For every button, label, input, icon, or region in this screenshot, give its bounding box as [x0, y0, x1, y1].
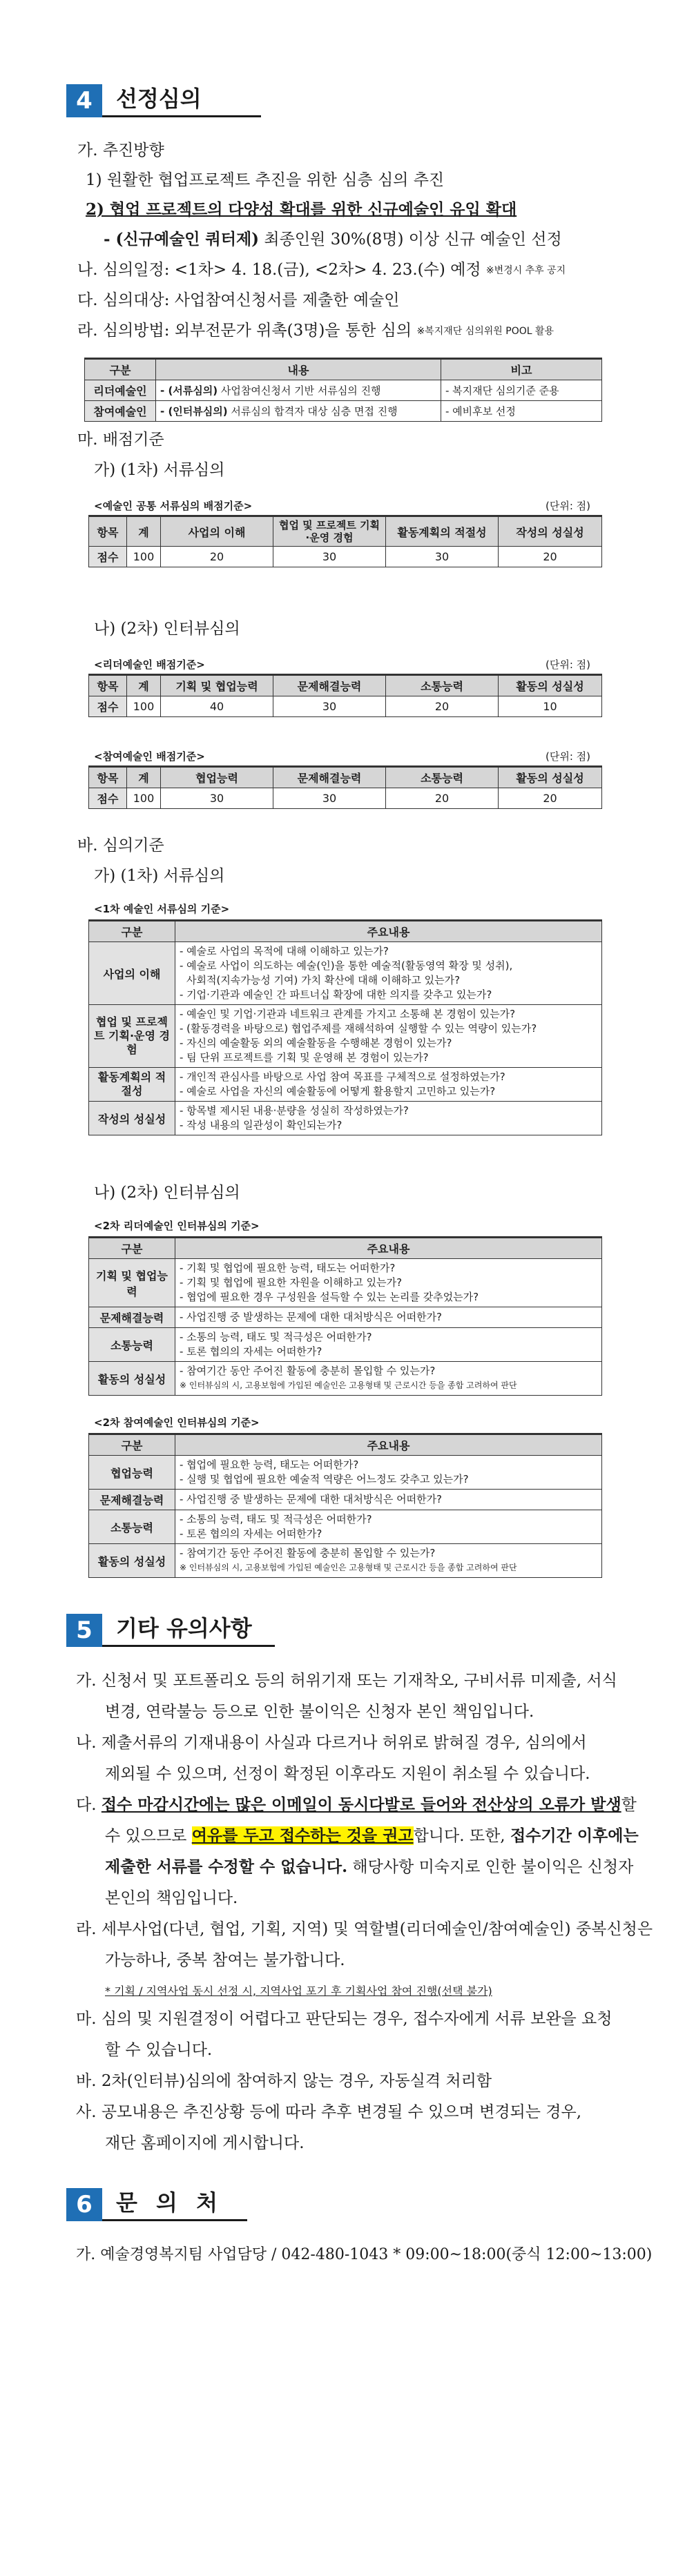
- table-unit: (단위: 점): [546, 658, 590, 671]
- table-row: 협업능력 - 협업에 필요한 능력, 태도는 어떠한가? - 실행 및 협업에 필요한 예술적 역량은 어느정도 갖추고 있는가?: [89, 1456, 602, 1490]
- score-table-1: 항목 계 사업의 이해 협업 및 프로젝트 기획·운영 경험 활동계획의 적절성 작성의 성실성 점수 100 20 30 30 20: [88, 515, 602, 567]
- section-number: 6: [66, 2188, 102, 2221]
- table-unit: (단위: 점): [546, 500, 590, 512]
- table-row: 소통능력 - 소통의 능력, 태도 및 적극성은 어떠한가? - 토론 협의의 자세는 어떠한가?: [89, 1510, 602, 1544]
- section-5-header: [66, 1614, 275, 1647]
- item-ma-2: 나) (2차) 인터뷰심의: [94, 620, 240, 638]
- table-row: 기획 및 협업능력 - 기획 및 협업에 필요한 능력, 태도는 어떠한가? - 기획 및 협업에 필요한 자원을 이해하고 있는가? - 협업에 필요한 경우 구성원을 설득할 수 있는 논리를 갖추었는가?: [89, 1259, 602, 1307]
- notice-ma-2: 할 수 있습니다.: [105, 2041, 213, 2059]
- section-number: 5: [66, 1614, 102, 1647]
- table-row: 점수 100 20 30 30 20: [89, 547, 602, 567]
- item-ba-1: 가) (1차) 서류심의: [94, 867, 225, 885]
- table-row: 점수 100 40 30 20 10: [89, 696, 602, 717]
- notice-ma-1: 마. 심의 및 지원결정이 어렵다고 판단되는 경우, 접수자에게 서류 보완을 요청: [76, 2010, 612, 2028]
- notice-na-2: 제외될 수 있으며, 선정이 확정된 이후라도 지원이 취소될 수 있습니다.: [105, 1765, 590, 1783]
- table-label: <참여예술인 배점기준>: [94, 750, 205, 763]
- item-ma-1: 가) (1차) 서류심의: [94, 461, 225, 479]
- table-row: 활동의 성실성 - 참여기간 동안 주어진 활동에 충분히 몰입할 수 있는가? ※ 인터뷰심의 시, 고용보험에 가입된 예술인은 고용형태 및 근로시간 등을 종합 고려하여 판단: [89, 1362, 602, 1396]
- notice-da-3: 제출한 서류를 수정할 수 없습니다. 해당사항 미숙지로 인한 불이익은 신청자: [105, 1857, 634, 1876]
- table-row: 문제해결능력 - 사업진행 중 발생하는 문제에 대한 대처방식은 어떠한가?: [89, 1490, 602, 1510]
- item-ga-2: 2) 협업 프로젝트의 다양성 확대를 위한 신규예술인 유입 확대: [86, 200, 517, 219]
- item-da: 다. 심의대상: 사업참여신청서를 제출한 예술인: [77, 291, 400, 309]
- table-unit: (단위: 점): [546, 750, 590, 763]
- criteria-table-3: 구분 주요내용 협업능력 - 협업에 필요한 능력, 태도는 어떠한가? - 실행 및 협업에 필요한 예술적 역량은 어느정도 갖추고 있는가? 문제해결능력 - 사업진행 중 발생하는 문제에 대한 대처방식은 어떠한가? 소통능력 - 소통의 능력, 태도 및 적극성은 어떠한가? - 토론 협의의 자세는 어떠한가? 활동의 성실성 - 참여기간 동안 주어진 활동에 충분히 몰입할 수 있는가? ※ 인터뷰심의 시, 고용보험에 가입된 예술인은 고용형태 및 근로시간 등을 종합 고려하여 판단: [88, 1433, 602, 1578]
- table-row: 리더예술인 - (서류심의) 사업참여신청서 기반 서류심의 진행 - 복지재단 심의기준 준용: [85, 380, 602, 401]
- item-ga: 가. 추진방향: [77, 142, 164, 159]
- score-table-2: 항목 계 기획 및 협업능력 문제해결능력 소통능력 활동의 성실성 점수 100 40 30 20 10: [88, 674, 602, 717]
- criteria-table-2: 구분 주요내용 기획 및 협업능력 - 기획 및 협업에 필요한 능력, 태도는 어떠한가? - 기획 및 협업에 필요한 자원을 이해하고 있는가? - 협업에 필요한 경우 구성원을 설득할 수 있는 논리를 갖추었는가? 문제해결능력 - 사업진행 중 발생하는 문제에 대한 대처방식은 어떠한가? 소통능력 - 소통의 능력, 태도 및 적극성은 어떠한가? - 토론 협의의 자세는 어떠한가? 활동의 성실성 - 참여기간 동안 주어진 활동에 충분히 몰입할 수 있는가? ※ 인터뷰심의 시, 고용보험에 가입된 예술인은 고용형태 및 근로시간 등을 종합 고려하여 판단: [88, 1236, 602, 1396]
- item-ga-2-sub: - (신규예술인 쿼터제) 최종인원 30%(8명) 이상 신규 예술인 선정: [104, 230, 562, 248]
- criteria-table-1: 구분 주요내용 사업의 이해 - 예술로 사업의 목적에 대해 이해하고 있는가? - 예술로 사업이 의도하는 예술(인)을 통한 예술적(활동영역 확장 및 성취), 사회적(지속가능성 기여) 가치 확산에 대해 이해하고 있는가? - 기업·기관과 예술인 간 파트너십 확장에 대한 의지를 갖추고 있는가? 협업 및 프로젝트 기획·운영 경험 - 예술인 및 기업·기관과 네트워크 관계를 가지고 소통해 본 경험이 있는가? - (활동경력을 바탕으로) 협업주제를 재해석하여 실행할 수 있는 역량이 있는가? - 자신의 예술활동 외의 예술활동을 수행해본 경험이 있는가? - 팀 단위 프로젝트를 기획 및 운영해 본 경험이 있는가? 활동계획의 적절성 - 개인적 관심사를 바탕으로 사업 참여 목표를 구체적으로 설정하였는가? - 예술로 사업을 자신의 예술활동에 어떻게 활용할지 고민하고 있는가? 작성의 성실성 - 항목별 제시된 내용·분량을 성실히 작성하였는가? - 작성 내용의 일관성이 확인되는가?: [88, 919, 602, 1135]
- notice-ra-3: * 기획 / 지역사업 동시 선정 시, 지역사업 포기 후 기획사업 참여 진행(선택 불가): [105, 1984, 492, 1998]
- table-row: 사업의 이해 - 예술로 사업의 목적에 대해 이해하고 있는가? - 예술로 사업이 의도하는 예술(인)을 통한 예술적(활동영역 확장 및 성취), 사회적(지속가능성 기여) 가치 확산에 대해 이해하고 있는가? - 기업·기관과 예술인 간 파트너십 확장에 대한 의지를 갖추고 있는가?: [89, 942, 602, 1005]
- section-title: 선정심의: [102, 85, 261, 117]
- item-ba: 바. 심의기준: [77, 837, 164, 855]
- table-label: <2차 참여예술인 인터뷰심의 기준>: [94, 1416, 260, 1429]
- notice-ra-1: 라. 세부사업(다년, 협업, 기획, 지역) 및 역할별(리더예술인/참여예술인) 중복신청은: [76, 1920, 653, 1938]
- col-header: 내용: [156, 359, 441, 380]
- notice-sa-2: 재단 홈페이지에 게시합니다.: [105, 2134, 305, 2152]
- table-label: <2차 리더예술인 인터뷰심의 기준>: [94, 1220, 260, 1232]
- table-row: 문제해결능력 - 사업진행 중 발생하는 문제에 대한 대처방식은 어떠한가?: [89, 1307, 602, 1328]
- table-label: <리더예술인 배점기준>: [94, 658, 205, 671]
- score-table-3: 항목 계 협업능력 문제해결능력 소통능력 활동의 성실성 점수 100 30 30 20 20: [88, 765, 602, 809]
- notice-da-2: 수 있으므로 여유를 두고 접수하는 것을 권고합니다. 또한, 접수기간 이후에는: [105, 1826, 639, 1845]
- notice-da-1: 다. 접수 마감시간에는 많은 이메일이 동시다발로 들어와 전산상의 오류가 발생할: [76, 1795, 637, 1814]
- section-number: 4: [66, 84, 102, 117]
- col-header: 비고: [441, 359, 602, 380]
- section-title: 문 의 처: [102, 2189, 247, 2221]
- table-row: 활동계획의 적절성 - 개인적 관심사를 바탕으로 사업 참여 목표를 구체적으로 설정하였는가? - 예술로 사업을 자신의 예술활동에 어떻게 활용할지 고민하고 있는가?: [89, 1068, 602, 1102]
- notice-sa-1: 사. 공모내용은 추진상황 등에 따라 추후 변경될 수 있으며 변경되는 경우,: [76, 2103, 582, 2121]
- item-ma: 마. 배점기준: [77, 431, 164, 449]
- section-4-header: [66, 84, 261, 117]
- table-row: 작성의 성실성 - 항목별 제시된 내용·분량을 성실히 작성하였는가? - 작성 내용의 일관성이 확인되는가?: [89, 1102, 602, 1135]
- notice-ga-1: 가. 신청서 및 포트폴리오 등의 허위기재 또는 기재착오, 구비서류 미제출, 서식: [76, 1672, 617, 1690]
- table-label: <1차 예술인 서류심의 기준>: [94, 903, 230, 915]
- table-label: <예술인 공통 서류심의 배점기준>: [94, 500, 253, 512]
- notice-ra-2: 가능하나, 중복 참여는 불가합니다.: [105, 1951, 345, 1969]
- section-title: 기타 유의사항: [102, 1614, 275, 1647]
- section-6-header: [66, 2188, 247, 2221]
- table-row: 활동의 성실성 - 참여기간 동안 주어진 활동에 충분히 몰입할 수 있는가? ※ 인터뷰심의 시, 고용보험에 가입된 예술인은 고용형태 및 근로시간 등을 종합 고려하여 판단: [89, 1544, 602, 1578]
- table-row: 점수 100 30 30 20 20: [89, 788, 602, 809]
- notice-da-4: 본인의 책임입니다.: [105, 1889, 238, 1907]
- notice-ba-1: 바. 2차(인터뷰)심의에 참여하지 않는 경우, 자동실격 처리함: [76, 2072, 492, 2090]
- item-ba-2: 나) (2차) 인터뷰심의: [94, 1184, 240, 1202]
- method-table: [84, 358, 602, 422]
- table-row: 협업 및 프로젝트 기획·운영 경험 - 예술인 및 기업·기관과 네트워크 관계를 가지고 소통해 본 경험이 있는가? - (활동경력을 바탕으로) 협업주제를 재해석하여 실행할 수 있는 역량이 있는가? - 자신의 예술활동 외의 예술활동을 수행해본 경험이 있는가? - 팀 단위 프로젝트를 기획 및 운영해 본 경험이 있는가?: [89, 1005, 602, 1068]
- col-header: 구분: [85, 359, 156, 380]
- item-ga-1: 1) 원활한 협업프로젝트 추진을 위한 심층 심의 추진: [86, 171, 445, 189]
- notice-na-1: 나. 제출서류의 기재내용이 사실과 다르거나 허위로 밝혀질 경우, 심의에서: [76, 1734, 587, 1752]
- notice-ga-2: 변경, 연락불능 등으로 인한 불이익은 신청자 본인 책임입니다.: [105, 1703, 534, 1721]
- table-row: 소통능력 - 소통의 능력, 태도 및 적극성은 어떠한가? - 토론 협의의 자세는 어떠한가?: [89, 1328, 602, 1362]
- contact-info: 가. 예술경영복지팀 사업담당 / 042-480-1043 * 09:00~18:00(중식 12:00~13:00): [76, 2246, 653, 2263]
- item-ra: 라. 심의방법: 외부전문가 위촉(3명)을 통한 심의 ※복지재단 심의위원 POOL 활용: [77, 322, 554, 340]
- item-na: 나. 심의일정: <1차> 4. 18.(금), <2차> 4. 23.(수) 예정 ※변경시 추후 공지: [77, 261, 566, 279]
- table-row: 참여예술인 - (인터뷰심의) 서류심의 합격자 대상 심층 면접 진행 - 예비후보 선정: [85, 401, 602, 422]
